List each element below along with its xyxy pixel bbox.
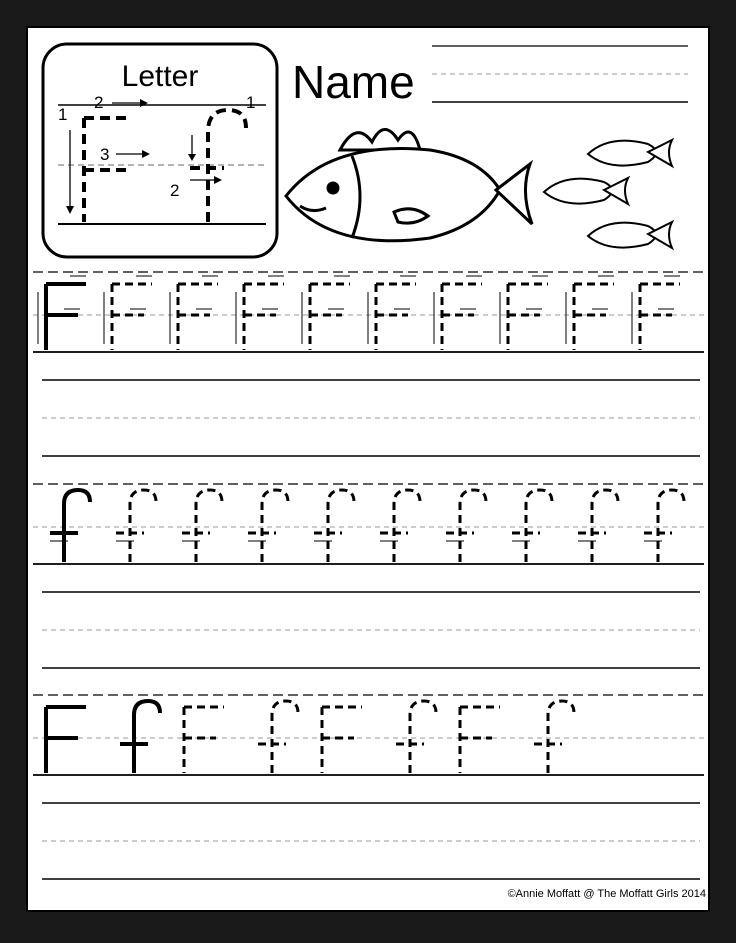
model-stroke-2: 2 (94, 93, 104, 112)
copyright-text: ©Annie Moffatt @ The Moffatt Girls 2014 (507, 888, 706, 900)
letter-label: Letter (121, 60, 199, 93)
model-lower-stroke-2: 2 (170, 181, 180, 200)
name-label: Name (292, 56, 415, 108)
model-stroke-1: 1 (58, 105, 68, 124)
model-lower-stroke-1: 1 (246, 93, 256, 112)
model-stroke-3: 3 (100, 145, 110, 164)
